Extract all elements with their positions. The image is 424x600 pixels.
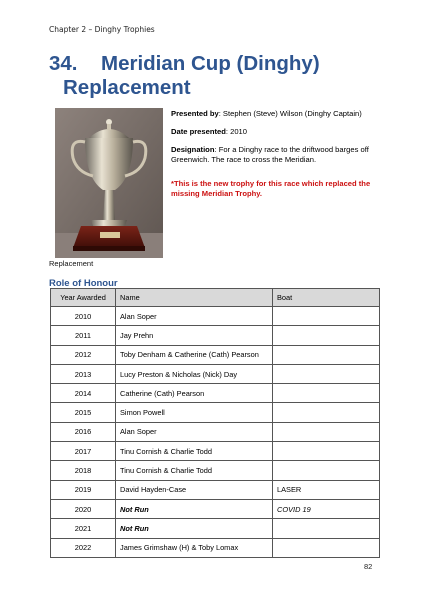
year-cell: 2020 (51, 499, 116, 518)
replacement-note: *This is the new trophy for this race which replaced the missing Meridian Trophy. (171, 179, 371, 198)
date-value: : 2010 (225, 127, 247, 136)
boat-cell (273, 519, 380, 538)
boat-cell (273, 384, 380, 403)
title-line-1: Meridian Cup (Dinghy) (101, 52, 320, 75)
boat-cell: COVID 19 (273, 499, 380, 518)
boat-cell (273, 403, 380, 422)
section-number: 34. (49, 52, 78, 75)
photo-caption: Replacement (49, 259, 94, 268)
boat-cell (273, 364, 380, 383)
year-cell: 2017 (51, 442, 116, 461)
table-row (51, 307, 380, 326)
presented-by-value: : Stephen (Steve) Wilson (Dinghy Captain) (218, 109, 362, 118)
name-cell: Alan Soper (116, 307, 273, 326)
boat-cell (273, 538, 380, 557)
table-row (51, 538, 380, 557)
year-cell: 2013 (51, 364, 116, 383)
year-cell: 2016 (51, 422, 116, 441)
year-cell: 2011 (51, 326, 116, 345)
name-cell: Tinu Cornish & Charlie Todd (116, 461, 273, 480)
name-cell: Lucy Preston & Nicholas (Nick) Day (116, 364, 273, 383)
trophy-photo (55, 108, 163, 258)
table-row (51, 345, 380, 364)
date-presented (171, 127, 371, 137)
table-row (51, 422, 380, 441)
name-cell: Tinu Cornish & Charlie Todd (116, 442, 273, 461)
year-cell: 2015 (51, 403, 116, 422)
page-number: 82 (364, 562, 373, 571)
trophy-info (171, 109, 371, 207)
header-name: Name (116, 289, 273, 307)
table-row (51, 519, 380, 538)
table-row (51, 384, 380, 403)
designation-label: Designation (171, 145, 215, 154)
year-cell: 2010 (51, 307, 116, 326)
name-cell: Not Run (116, 519, 273, 538)
roll-of-honour-table (50, 288, 380, 558)
name-cell: Simon Powell (116, 403, 273, 422)
year-cell: 2012 (51, 345, 116, 364)
name-cell: Alan Soper (116, 422, 273, 441)
table-row (51, 480, 380, 499)
table-row (51, 461, 380, 480)
table-header-row (51, 289, 380, 307)
table-row (51, 326, 380, 345)
boat-cell (273, 442, 380, 461)
designation-value: : For a Dinghy race to the driftwood barges off Greenwich. The race to cross the Meridian. (171, 145, 369, 164)
header-boat: Boat (273, 289, 380, 307)
roll-of-honour-heading: Role of Honour (49, 278, 118, 289)
year-cell: 2014 (51, 384, 116, 403)
year-cell: 2021 (51, 519, 116, 538)
page-title (49, 52, 320, 100)
boat-cell: LASER (273, 480, 380, 499)
name-cell: Not Run (116, 499, 273, 518)
table-row (51, 364, 380, 383)
title-line-2: Replacement (63, 76, 191, 99)
boat-cell (273, 326, 380, 345)
running-header: Chapter 2 – Dinghy Trophies (49, 25, 155, 34)
boat-cell (273, 461, 380, 480)
boat-cell (273, 345, 380, 364)
name-cell: Toby Denham & Catherine (Cath) Pearson (116, 345, 273, 364)
table-row (51, 403, 380, 422)
name-cell: Catherine (Cath) Pearson (116, 384, 273, 403)
name-cell: Jay Prehn (116, 326, 273, 345)
date-label: Date presented (171, 127, 226, 136)
boat-cell (273, 422, 380, 441)
boat-cell (273, 307, 380, 326)
name-cell: David Hayden-Case (116, 480, 273, 499)
table-row (51, 442, 380, 461)
presented-by-label: Presented by (171, 109, 219, 118)
year-cell: 2022 (51, 538, 116, 557)
year-cell: 2018 (51, 461, 116, 480)
table-row (51, 499, 380, 518)
header-year: Year Awarded (51, 289, 116, 307)
presented-by (171, 109, 371, 119)
name-cell: James Grimshaw (H) & Toby Lomax (116, 538, 273, 557)
designation (171, 145, 371, 165)
year-cell: 2019 (51, 480, 116, 499)
